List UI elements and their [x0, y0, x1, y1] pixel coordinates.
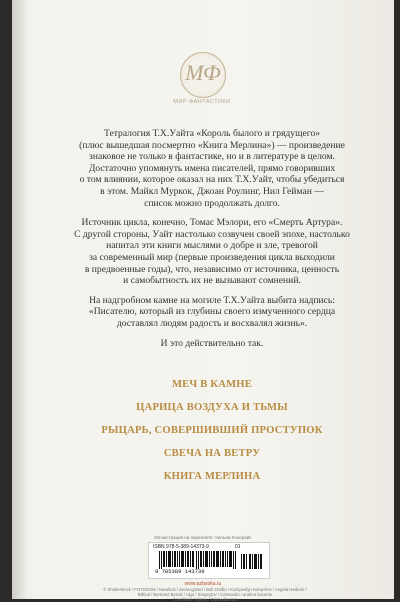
book-title: КНИГА МЕРЛИНА	[163, 471, 261, 482]
text-line: знаковое не только в фантастике, но и в литературе в целом.	[89, 151, 335, 163]
publisher-website: www.azbooka.ru	[184, 581, 222, 587]
text-line: На надгробном камне на могиле Т.Х.Уайта выбита надпись:	[89, 294, 335, 306]
spine-shadow	[12, 0, 26, 599]
barcode-addon-icon	[241, 551, 263, 569]
series-monogram: МФ	[185, 60, 221, 85]
text-line: «Писателю, который из глубины своего измученного сердца	[88, 306, 336, 318]
book-title: МЕЧ В КАМНЕ	[171, 379, 253, 390]
credit-line: © Archivist / Alamy / Diomedia.com	[172, 597, 238, 602]
text-line: в предвоенные годы), что, независимо от источника, ценность	[84, 263, 340, 275]
text-line: список можно продолжать долго.	[144, 197, 280, 209]
text-line: И это действительно так.	[160, 337, 264, 349]
text-line: напитал эти книги мыслями о добре и зле, тревогой	[106, 240, 318, 252]
paragraph-2	[62, 217, 362, 287]
text-line: в этом. Майкл Муркок, Джоан Роулинг, Нил Гейман —	[100, 185, 324, 197]
image-credits	[30, 587, 380, 602]
book-title: РЫЦАРЬ, СОВЕРШИВШИЙ ПРОСТУПОК	[101, 425, 323, 436]
back-cover	[12, 0, 394, 602]
credit-line: BillGal / Bertrand Benoit / Algo / SergeyDV / Catmando / andrea lorcante	[137, 592, 273, 597]
text-line: доставлял людям радость и восхвалял жизнь».	[116, 317, 308, 329]
text-line: Тетралогия Т.Х.Уайта «Король былого и грядущего»	[103, 128, 321, 139]
text-line: о том влиянии, которое оказал на них Т.Х.Уайт, чтобы убедиться	[79, 174, 345, 186]
text-line: за современный мир (первые произведения цикла выходили	[89, 251, 335, 263]
text-line: Достаточно упомянуть имена писателей, прямо говоривших	[88, 162, 336, 174]
paragraph-4	[62, 338, 362, 350]
barcode-number: 9 785389 143739	[155, 568, 205, 575]
annotation-text	[62, 128, 362, 357]
text-line: (плюс вышедшая посмертно «Книга Мерлина») — произведение	[79, 139, 345, 151]
text-line: и самобытность их не вызывают сомнений.	[123, 275, 301, 287]
barcode-icon	[159, 551, 239, 569]
credit-line: © Shutterstock / FOTODOM / NataliUS / dvoinogotsel / Bob Orsillo / Kozlyandyn Ivanychev / Angela Harburn /	[103, 587, 307, 592]
barcode-box	[148, 542, 270, 579]
book-titles-list	[62, 376, 362, 491]
text-line: С другой стороны, Уайт настолько созвучен своей эпохе, настолько	[74, 228, 350, 240]
series-logo	[180, 52, 226, 98]
isbn-addon-code: 01	[235, 544, 241, 550]
book-title: СВЕЧА НА ВЕТРУ	[163, 448, 261, 459]
paragraph-3	[62, 295, 362, 330]
series-name: МИР ФАНТАСТИКИ	[173, 99, 231, 105]
isbn-label: ISBN 978-5-389-14373-9	[153, 544, 209, 550]
illustrator-credit: Иллюстрация на переплете: Уильям Кэнерайс	[154, 535, 252, 540]
text-line: Источник цикла, конечно, Томас Мэлори, его «Смерть Артура».	[81, 217, 343, 229]
paragraph-1	[62, 128, 362, 209]
book-title: ЦАРИЦА ВОЗДУХА И ТЬМЫ	[136, 402, 288, 413]
